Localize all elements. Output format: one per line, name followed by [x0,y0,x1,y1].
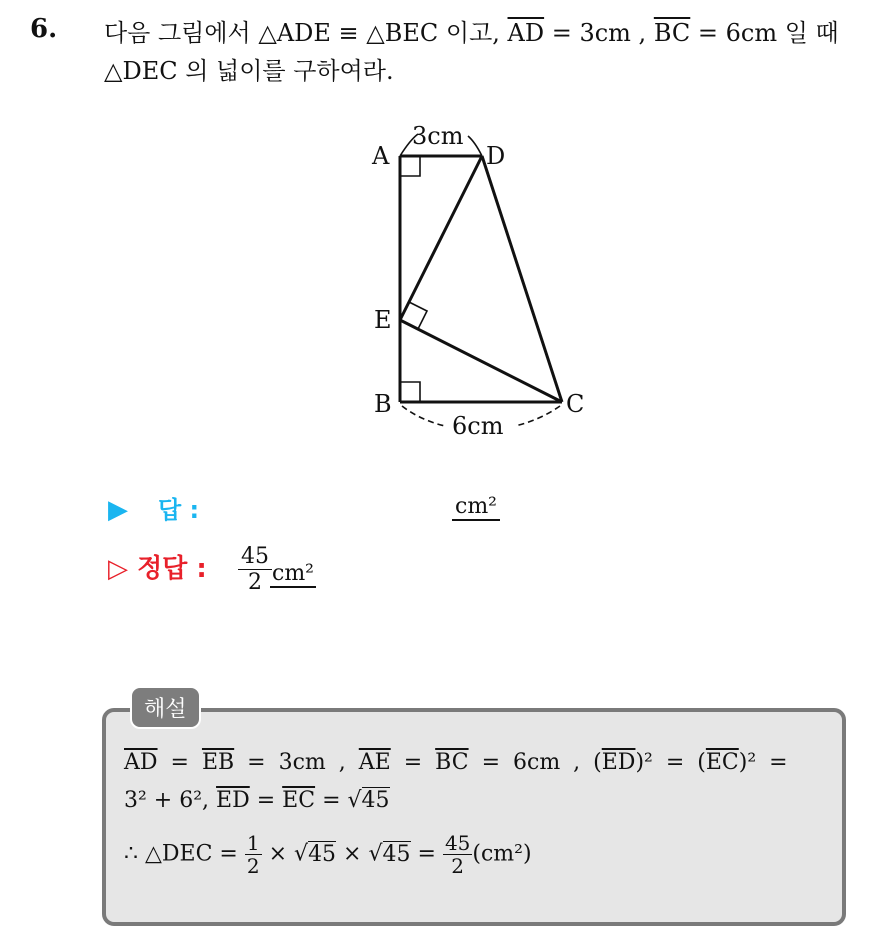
text: )² = [738,750,788,775]
correct-denominator: 2 [248,570,262,595]
explanation-tag: 해설 [130,686,201,729]
seg: $\overline{AE}$ [358,750,391,775]
text: × √ [261,841,309,867]
correct-fraction [238,544,272,595]
point-label-e: E [374,306,392,334]
fraction-result [443,832,472,877]
radicand: 45 [308,841,337,867]
text: 3² + 6², [124,788,217,813]
answer-row [108,490,199,525]
brace-bottom-right [515,406,560,426]
text: ∴ △DEC = [124,841,245,867]
question-text-b: = 3cm , [544,19,654,47]
text: = √ [315,788,362,813]
seg: $\overline{AD}$ [124,750,158,775]
radicand: 45 [361,788,390,813]
question-text-d: △DEC 의 넓이를 구하여라. [104,57,394,85]
text: = [249,788,283,813]
answer-unit[interactable]: cm² [452,494,500,521]
seg: $\overline{EB}$ [201,750,235,775]
text: = 3cm , [234,750,359,775]
text: = [410,841,443,867]
correct-marker-icon: ▷ [108,554,128,584]
segment-de [400,156,482,320]
right-angle-a [400,156,420,176]
numerator: 45 [444,831,471,855]
correct-numerator: 45 [238,544,272,570]
length-label-top: 3cm [412,122,464,150]
text: )² = ( [635,750,706,775]
question-number: 6. [30,14,58,44]
question-text [104,14,864,90]
point-label-b: B [374,390,392,418]
segment-ad: $\overline{AD}$ [507,19,545,47]
text: = [157,750,202,775]
text: = 6cm , ( [468,750,602,775]
seg: $\overline{ED}$ [601,750,636,775]
brace-top-right [468,136,482,156]
point-label-a: A [372,142,390,170]
right-angle-b [400,382,420,402]
denominator: 2 [246,854,260,878]
seg: $\overline{ED}$ [216,788,250,813]
question-text-c: = 6cm 일 때 [690,19,839,47]
explanation-box [102,708,846,926]
text: × √ [336,841,383,867]
text: (cm²) [472,841,532,867]
answer-label: 답 : [158,496,200,524]
point-label-c: C [566,390,585,418]
length-label-bottom: 6cm [452,412,504,440]
correct-label: 정답 : [137,554,207,584]
segment-ec [400,320,562,402]
brace-bottom-left [402,406,445,426]
radicand: 45 [382,841,411,867]
correct-unit: cm² [272,561,315,586]
question-text-a: 다음 그림에서 △ADE ≡ △BEC 이고, [104,19,508,47]
explanation-line-3 [124,832,532,877]
geometry-figure [340,110,620,450]
segment-bc: $\overline{BC}$ [653,19,691,47]
point-label-d: D [486,142,506,170]
explanation-line-1 [124,750,788,775]
segment-dc [482,156,562,402]
explanation-line-2 [124,788,390,813]
seg: $\overline{EC}$ [282,788,316,813]
correct-answer-row [108,548,207,585]
numerator: 1 [246,831,260,855]
seg: $\overline{BC}$ [435,750,469,775]
answer-marker-icon: ▶ [108,495,128,525]
seg: $\overline{EC}$ [705,750,739,775]
fraction-half [245,832,262,877]
denominator: 2 [451,854,465,878]
text: = [390,750,436,775]
